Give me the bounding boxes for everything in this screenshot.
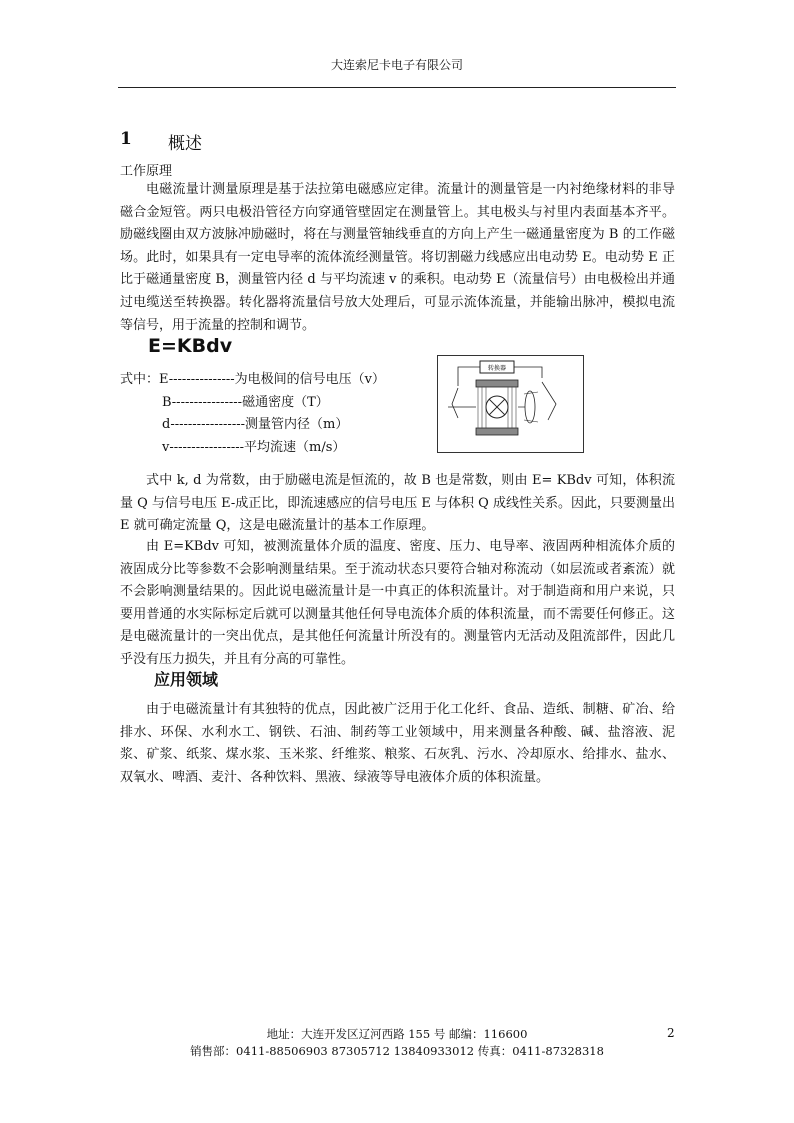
definitions-prefix: 式中： [120,372,160,387]
application-paragraph: 由于电磁流量计有其独特的优点，因此被广泛用于化工化纤、食品、造纸、制糖、矿冶、给排水、环保、水利水工、钢铁、石油、制药等工业领域中，用来测量各种酸、碱、盐溶液、泥浆、矿浆、纸浆、煤水浆、玉米浆、纤维浆、粮浆、石灰乳、污水、冷却原水、给排水、盐水、双氧水、啤酒、麦汁、各种饮料、黑液、绿液等导电液体介质的体积流量。 [120,702,675,785]
flowmeter-diagram [437,355,584,453]
footer-contacts: 销售部：0411-88506903 87305712 13840933012 传真：0411-87328318 [190,1044,604,1058]
application-heading: 应用领域 [154,670,219,689]
footer-address: 地址：大连开发区辽河西路 155 号 邮编：116600 [266,1027,528,1041]
paragraph-independence: 由 E=KBdv 可知，被测流量体介质的温度、密度、压力、电导率、液固两种相流体介质的液固成分比等参数不会影响测量结果。至于流动状态只要符合轴对称流动（如层流或者紊流）就不会影响测量结果的。因此说电磁流量计是一中真正的体积流量计。对于制造商和用户来说，只要用普通的水实际标定后就可以测量其他任何导电流体介质的体积流量，而不需要任何修正。这是电磁流量计的一突出优点，是其他任何流量计所没有的。测量管内无活动及阻流部件，因此几乎没有压力损失，并且有分高的可靠性。 [120,539,675,667]
definition-row [120,414,385,437]
header-rule [118,87,676,88]
formula-definitions [120,369,385,459]
definition-row [120,392,385,415]
definition-item: B----------------磁通密度（T） [162,394,329,410]
flowmeter-schematic [438,356,583,452]
section-number: 1 [120,129,132,149]
working-principle-heading: 工作原理 [120,164,173,179]
definition-row [120,437,385,460]
converter-label: 转换器 [487,365,507,372]
formula: E=KBdv [148,335,233,357]
section-title: 概述 [168,134,202,154]
page-number: 2 [667,1026,675,1040]
definition-item: E---------------为电极间的信号电压（v） [159,372,385,387]
working-principle-paragraph: 电磁流量计测量原理是基于法拉第电磁感应定律。流量计的测量管是一内衬绝缘材料的非导磁合金短管。两只电极沿管径方向穿通管壁固定在测量管上。其电极头与衬里内表面基本齐平。励磁线圈由双方波脉冲励磁时，将在与测量管轴线垂直的方向上产生一磁通量密度为 B 的工作磁场。此时，如果具有一定电导率的流体流经测量管。将切割磁力线感应出电动势 E。电动势 E 正比于磁通量密度 B，测量管内径 d 与平均流速 v 的乘积。电动势 E（流量信号）由电极检出并通过电缆送至转换器。转化器将流量信号放大处理后，可显示流体流量，并能输出脉冲，模拟电流等信号，用于流量的控制和调节。 [120,182,675,333]
page-header-company: 大连索尼卡电子有限公司 [330,58,463,72]
paragraph-constants: 式中 k, d 为常数，由于励磁电流是恒流的，故 B 也是常数，则由 E= KBdv 可知，体积流量 Q 与信号电压 E-成正比，即流速感应的信号电压 E 与体积 Q 成线性关系。因此，只要测量出 E 就可确定流量 Q，这是电磁流量计的基本工作原理。 [120,473,675,534]
definition-item: v-----------------平均流速（m/s） [162,439,346,455]
definition-item: d-----------------测量管内径（m） [162,417,349,432]
definition-row [120,369,385,392]
